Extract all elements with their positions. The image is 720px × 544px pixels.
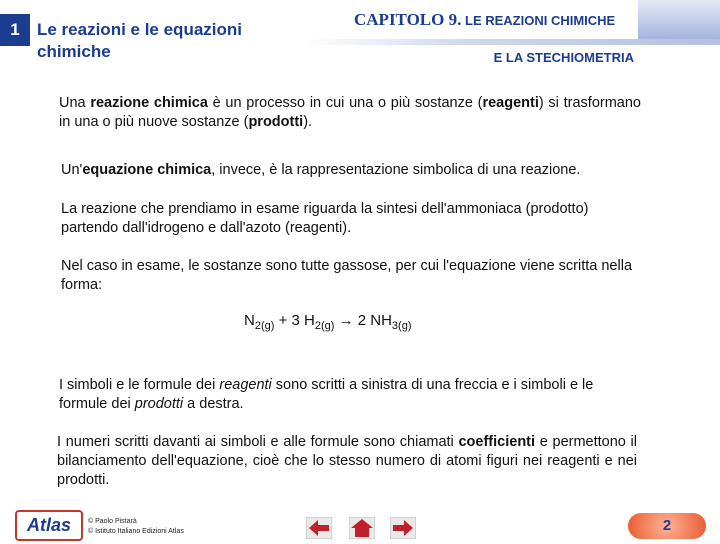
arrow-left-icon [306, 517, 332, 539]
term-reazione-chimica: reazione chimica [90, 95, 208, 111]
paragraph-coefficients [57, 433, 637, 490]
paragraph-ammonia-synthesis: La reazione che prendiamo in esame riguarda la sintesi dell'ammoniaca (prodotto) partendo dall'idrogeno e dall'azoto (reagenti). [61, 201, 589, 236]
paragraph-equation-definition [61, 161, 661, 180]
section-number: 1 [0, 14, 30, 46]
term-reagenti-italic: reagenti [219, 377, 272, 393]
text-run: Un' [61, 162, 83, 178]
paragraph-gaseous-form: Nel caso in esame, le sostanze sono tutte gassose, per cui l'equazione viene scritta nella forma: [61, 258, 633, 293]
term-reagenti: reagenti [482, 95, 539, 111]
arrow-right-icon [390, 517, 416, 539]
header-corner-decoration [638, 0, 720, 42]
chapter-label: CAPITOLO 9. [354, 10, 462, 29]
eq-nitrogen: N [244, 312, 255, 329]
text-run: , invece, è la rappresentazione simbolica di una reazione. [211, 162, 581, 178]
text-run: e permettono il bilanciamento dell'equazione, cioè che lo stesso numero di atomi figuri nei reagenti e nei prodotti. [57, 434, 637, 488]
paragraph-reaction-definition [59, 94, 641, 132]
eq-sub: 3(g) [391, 320, 412, 332]
home-button[interactable] [349, 517, 375, 539]
section-title-line2: chimiche [37, 42, 111, 61]
credit-line: © Istituto Italiano Edizioni Atlas [88, 528, 184, 535]
text-run: è un processo in cui una o più sostanze ( [207, 95, 483, 111]
atlas-logo: Atlas [15, 510, 83, 541]
chapter-title: LE REAZIONI CHIMICHE [465, 13, 616, 28]
chapter-subtitle: E LA STECHIOMETRIA [493, 50, 634, 65]
section-title [37, 19, 242, 63]
eq-ammonia: → 2 NH [334, 312, 392, 329]
term-prodotti: prodotti [248, 114, 304, 130]
home-icon [349, 517, 375, 539]
text-run: ) si trasformano in una o più nuove sostanze ( [59, 95, 641, 130]
next-slide-button[interactable] [390, 517, 416, 539]
section-title-line1: Le reazioni e le equazioni [37, 20, 242, 39]
text-run: Una [59, 95, 91, 111]
eq-sub: 2(g) [254, 320, 275, 332]
text-run: ). [303, 114, 313, 130]
text-run: a destra. [183, 396, 244, 412]
term-coefficienti: coefficienti [458, 434, 536, 450]
eq-hydrogen: + 3 H [274, 312, 315, 329]
previous-slide-button[interactable] [306, 517, 332, 539]
text-run: I simboli e le formule dei [59, 377, 220, 393]
eq-sub: 2(g) [314, 320, 335, 332]
page-number-badge: 2 [628, 513, 706, 539]
header-bar [300, 39, 720, 45]
chapter-heading [354, 10, 615, 30]
term-equazione-chimica: equazione chimica [82, 162, 212, 178]
text-run: sono scritti a sinistra di una freccia e i simboli e le formule dei [59, 377, 594, 412]
credit-line: © Paolo Pistarà [88, 518, 137, 525]
term-prodotti-italic: prodotti [134, 396, 184, 412]
text-run: I numeri scritti davanti ai simboli e alle formule sono chiamati [57, 434, 459, 450]
chemical-equation [244, 312, 411, 332]
credits [88, 517, 184, 537]
paragraph-symbols [59, 376, 639, 414]
